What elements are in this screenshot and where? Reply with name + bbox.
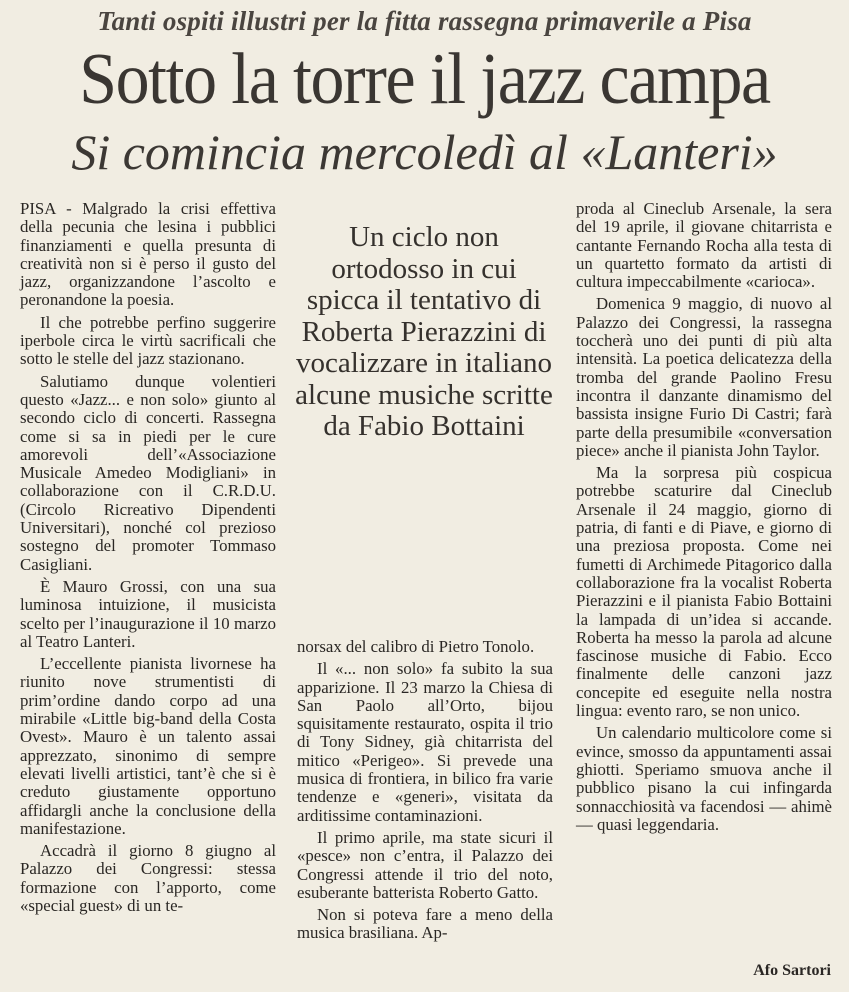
paragraph: Salutiamo dunque volentieri questo «Jazz... e non solo» giunto al secondo ciclo di concerti. Rassegna come si sa in piedi per le cure amorevoli dell’«Associazione Musicale Amedeo Modigliani» in collaborazione con il C.R.D.U. (Circolo Ricreativo Dipendenti Universitari), nonché col prezioso sostegno del promoter Tommaso Casigliani. (20, 371, 276, 574)
paragraph: Il che potrebbe perfino suggerire iperbole circa le virtù sacrificali che sotto le stelle del jazz stazionano. (20, 312, 276, 369)
paragraph: Ma la sorpresa più cospicua potrebbe scaturire dal Cineclub Arsenale il 24 maggio, giorno di patria, di fanti e di Piave, e giorno di una preziosa proposta. Come nei fumetti di Archimede Pitagorico dalla collaborazione fra la vocalist Roberta Pierazzini e il pianista Fabio Bottaini la lampada di un’idea si accande. Roberta ha messo la parola ad alcune fascinose musiche di Fabio. Ecco finalmente delle canzoni jazz concepite ed eseguite nella nostra lingua: evento raro, se non unico. (576, 463, 832, 721)
paragraph: Un calendario multicolore come si evince, smosso da appuntamenti assai ghiotti. Speriamo smuova anche il pubblico pisano la cui infingarda sonnacchiosità va facendosi — ahimè — quasi leggendaria. (576, 723, 832, 834)
headline: Sotto la torre il jazz campa (79, 38, 770, 119)
paragraph: Accadrà il giorno 8 giugno al Palazzo dei Congressi: stessa formazione con l’apporto, come «special guest» di un te- (20, 841, 276, 915)
paragraph: Il «... non solo» fa subito la sua apparizione. Il 23 marzo la Chiesa di San Paolo all’Orto, bijou squisitamente restaurato, ospita il trio di Tony Sidney, già chitarrista del mitico «Perigeo». Si prevede una musica di frontiera, in bilico fra varie tendenze e «generi», visitata da arditissime contaminazioni. (297, 659, 553, 825)
kicker: Tanti ospiti illustri per la fitta rassegna primaverile a Pisa (97, 6, 752, 36)
paragraph: È Mauro Grossi, con una sua luminosa intuizione, il musicista scelto per l’inaugurazione il 10 marzo al Teatro Lanteri. (20, 576, 276, 651)
paragraph: L’eccellente pianista livornese ha riunito nove strumentisti di prim’ordine dando corpo ad una mirabile «Little big-band della Costa Ovest». Mauro è un talento assai apprezzato, sinonimo di sempre elevati livelli artistici, tant’è che si è creduto giustamente opportuno affidargli anche la conclusione della manifestazione. (20, 654, 276, 838)
paragraph: proda al Cineclub Arsenale, la sera del 19 aprile, il giovane chitarrista e cantante Fernando Rocha alla testa di un quartetto formato da artisti di cultura impeccabilmente «carioca». (576, 199, 832, 292)
column-3 (576, 200, 832, 960)
paragraph: Il primo aprile, ma state sicuri il «pesce» non c’entra, il Palazzo dei Congressi attende il trio del noto, esuberante batterista Roberto Gatto. (297, 827, 553, 902)
column-2 (297, 638, 553, 978)
paragraph: PISA - Malgrado la crisi effettiva della pecunia che lesina i pubblici finanziamenti e quella presunta di creatività non si è perso il gusto del jazz, organizzandone l’ascolto e peronandone la poesia. (20, 199, 276, 310)
paragraph: Domenica 9 maggio, di nuovo al Palazzo dei Congressi, la rassegna toccherà uno dei punti di più alta intensità. La poetica delicatezza della tromba del grande Paolino Fresu incontra il danzante dinamismo del bassista insigne Furio Di Castri; farà parte della presumibile «conversation piece» anche il pianista John Taylor. (576, 294, 832, 460)
pull-quote: Un ciclo non ortodosso in cui spicca il tentativo di Roberta Pierazzini di vocalizzare in italiano alcune musiche scritte da Fabio Bottaini (295, 221, 553, 442)
byline: Afo Sartori (753, 962, 831, 979)
paragraph: Non si poteva fare a meno della musica brasiliana. Ap- (297, 905, 553, 943)
subheadline: Si comincia mercoledì al «Lanteri» (71, 124, 778, 180)
paragraph: norsax del calibro di Pietro Tonolo. (297, 637, 535, 656)
column-1 (20, 200, 276, 960)
